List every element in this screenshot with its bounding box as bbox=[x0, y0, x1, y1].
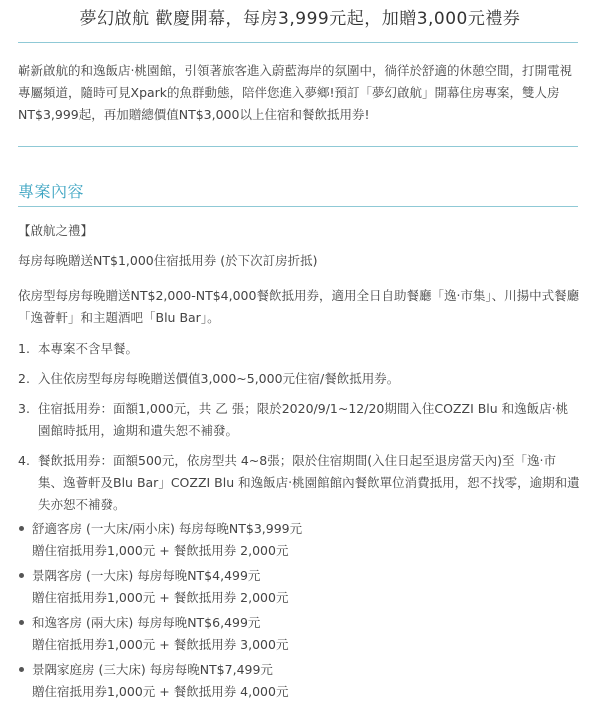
terms-item-number: 3. bbox=[18, 401, 30, 416]
terms-list bbox=[18, 338, 580, 524]
room-voucher-line: 贈住宿抵用券1,000元 + 餐飲抵用券 3,000元 bbox=[32, 637, 289, 652]
bullet-icon bbox=[19, 573, 24, 578]
room-price-list bbox=[18, 518, 580, 706]
room-voucher-line: 贈住宿抵用券1,000元 + 餐飲抵用券 2,000元 bbox=[32, 543, 289, 558]
room-voucher-line: 贈住宿抵用券1,000元 + 餐飲抵用券 4,000元 bbox=[32, 684, 289, 699]
bullet-icon bbox=[19, 667, 24, 672]
room-voucher-line: 贈住宿抵用券1,000元 + 餐飲抵用券 2,000元 bbox=[32, 590, 289, 605]
lodging-voucher-text: 每房每晚贈送NT$1,000住宿抵用券 (於下次訂房折抵) bbox=[18, 253, 318, 268]
room-price-line: 景隅客房 (一大床) 每房每晚NT$4,499元 bbox=[32, 568, 261, 583]
room-price-line: 景隅家庭房 (三大床) 每房每晚NT$7,499元 bbox=[32, 662, 273, 677]
room-price-item bbox=[18, 565, 580, 609]
title-divider bbox=[18, 42, 578, 43]
terms-item-number: 2. bbox=[18, 371, 30, 386]
bullet-icon bbox=[19, 620, 24, 625]
room-price-item bbox=[18, 518, 580, 562]
bullet-icon bbox=[19, 526, 24, 531]
gift-tag: 【啟航之禮】 bbox=[18, 223, 94, 238]
terms-item-text: 住宿抵用券：面額1,000元，共 乙 張；限於2020/9/1~12/20期間入住COZZI Blu 和逸飯店‧桃園館時抵用，逾期和遺失恕不補發。 bbox=[38, 401, 569, 438]
room-price-line: 和逸客房 (兩大床) 每房每晚NT$6,499元 bbox=[32, 615, 261, 630]
terms-item bbox=[18, 450, 580, 516]
terms-item-text: 本專案不含早餐。 bbox=[38, 341, 139, 356]
section-heading: 專案內容 bbox=[18, 182, 85, 201]
terms-item-number: 1. bbox=[18, 341, 30, 356]
room-price-line: 舒適客房 (一大床/兩小床) 每房每晚NT$3,999元 bbox=[32, 521, 303, 536]
section-divider bbox=[18, 206, 578, 207]
terms-item-text: 入住依房型每房每晚贈送價值3,000~5,000元住宿/餐飲抵用券。 bbox=[38, 371, 400, 386]
terms-item bbox=[18, 398, 580, 442]
room-price-item bbox=[18, 612, 580, 656]
intro-paragraph: 嶄新啟航的和逸飯店‧桃園館，引領著旅客進入蔚藍海岸的氛圍中，徜徉於舒適的休憩空間，打開電視專屬頻道，隨時可見Xpark的魚群動態，陪伴您進入夢鄉!預訂「夢幻啟航」開幕住房專案，雙人房NT$3,999起，再加贈總價值NT$3,000以上住宿和餐飲抵用券! bbox=[18, 63, 572, 122]
intro-divider bbox=[18, 146, 578, 147]
dining-voucher-text: 依房型每房每晚贈送NT$2,000-NT$4,000餐飲抵用券，適用全日自助餐廳「逸‧市集」、川揚中式餐廳「逸薈軒」和主題酒吧「Blu Bar」。 bbox=[18, 288, 580, 325]
terms-item-number: 4. bbox=[18, 453, 30, 468]
page-title: 夢幻啟航 歡慶開幕，每房3,999元起，加贈3,000元禮券 bbox=[79, 9, 521, 29]
terms-item bbox=[18, 368, 580, 390]
room-price-item bbox=[18, 659, 580, 703]
terms-item bbox=[18, 338, 580, 360]
terms-item-text: 餐飲抵用券：面額500元，依房型共 4~8張；限於住宿期間(入住日起至退房當天內)至「逸‧市集、逸薈軒及Blu Bar」COZZI Blu 和逸飯店‧桃園館館內餐飲單位消費抵用，恕不找零，逾期和遺失亦恕不補發。 bbox=[38, 453, 580, 512]
